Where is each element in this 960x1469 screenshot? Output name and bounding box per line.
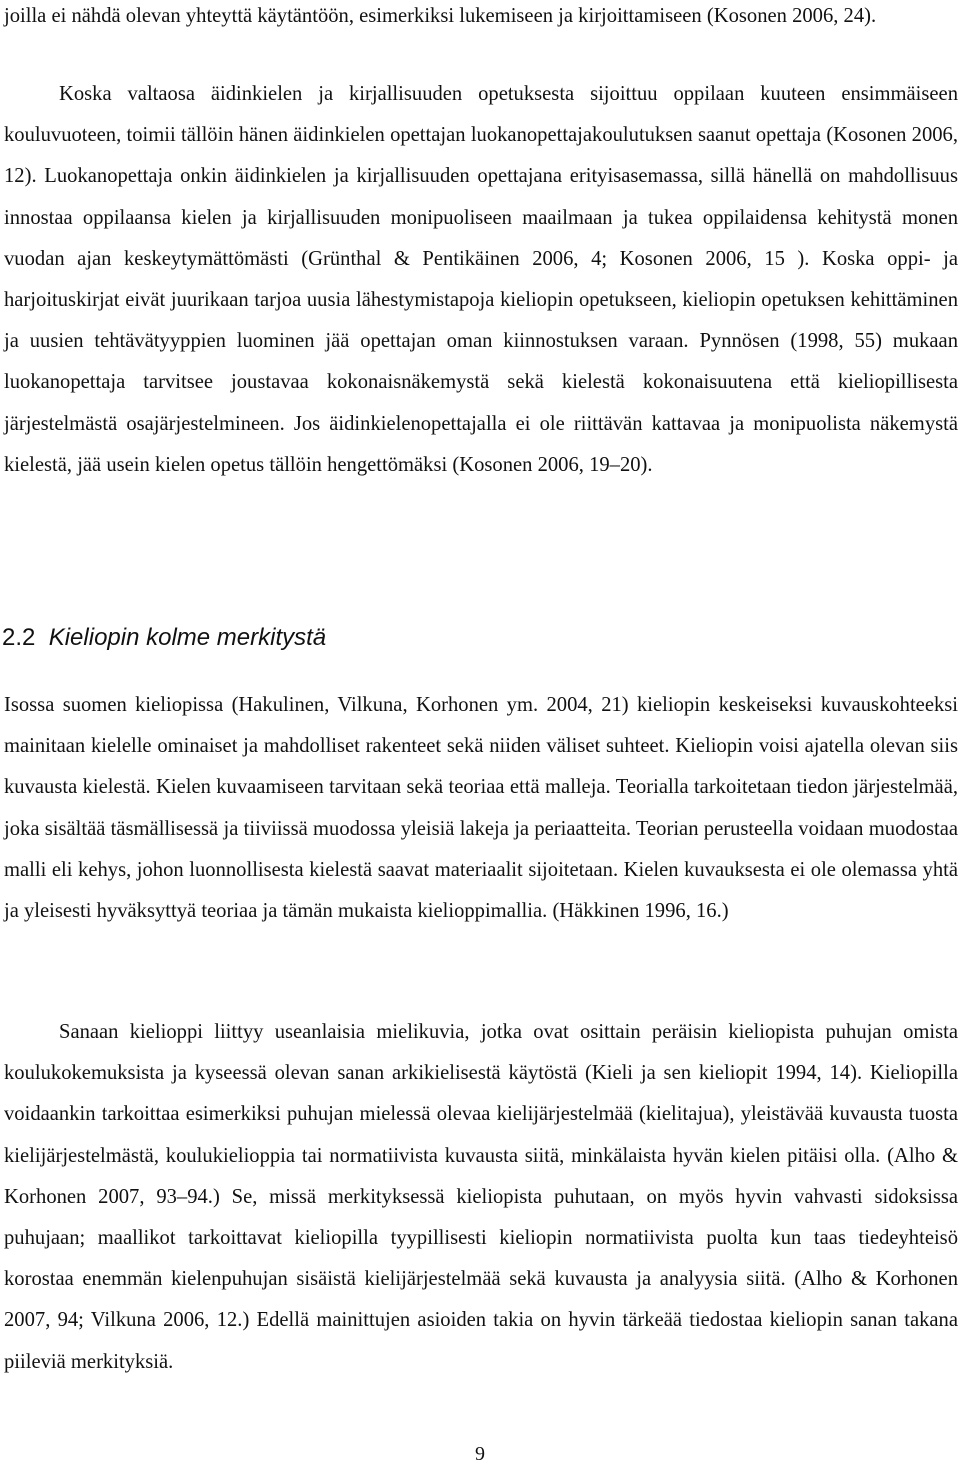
section-title: Kieliopin kolme merkitystä (48, 624, 327, 651)
paragraph-grammar-definition (4, 685, 958, 932)
section-heading (2, 614, 326, 662)
paragraph-continuation (4, 0, 958, 37)
page-number: 9 (475, 1443, 485, 1465)
paragraph-2-text: Koska valtaosa äidinkielen ja kirjallisuuden opetuksesta sijoittuu oppilaan kuuteen ensimmäiseen kouluvuoteen, toimii tällöin hänen äidinkielen opettajan luokanopettajakoulutuksen saanut opettaja (Kosonen 2006, 12). Luokanopettaja onkin äidinkielen ja kirjallisuuden opettajana erityisasemassa, sillä hänellä on mahdollisuus innostaa oppilaansa kielen ja kirjallisuuden monipuoliseen maailmaan ja tukea oppilaidensa kehitystä monen vuodan ajan keskeytymättömästi (Grünthal & Pentikäinen 2006, 4; Kosonen 2006, 15 ). Koska oppi- ja harjoituskirjat eivät juurikaan tarjoa uusia lähestymistapoja kieliopin opetukseen, kieliopin opetuksen kehittäminen ja uusien tehtävätyyppien luominen jää opettajan oman kiinnostuksen varaan. Pynnösen (1998, 55) mukaan luokanopettaja tarvitsee joustavaa kokonaisnäkemystä sekä kielestä kokonaisuutena että kieliopillisesta järjestelmästä osajärjestelmineen. Jos äidinkielenopettajalla ei ole riittävän kattavaa ja monipuolista näkemystä kielestä, jää usein kielen opetus tällöin hengettömäksi (Kosonen 2006, 19–20). (4, 83, 958, 476)
paragraph-3-text: Isossa suomen kieliopissa (Hakulinen, Vilkuna, Korhonen ym. 2004, 21) kieliopin keskeiseksi kuvauskohteeksi mainitaan kielelle ominaiset ja mahdolliset rakenteet sekä niiden väliset suhteet. Kieliopin voisi ajatella olevan siis kuvausta kielestä. Kielen kuvaamiseen tarvitaan sekä teoriaa että malleja. Teorialla tarkoitetaan tiedon järjestelmää, joka sisältää täsmällisessä ja tiiviissä muodossa yleisiä lakeja ja periaatteita. Teorian perusteella voidaan muodostaa malli eli kehys, johon luonnollisesta kielestä saavat materiaalit sijoitetaan. Kielen kuvauksesta ei ole olemassa yhtä ja yleisesti hyväksyttyä teoriaa ja tämän mukaista kielioppimallia. (Häkkinen 1996, 16.) (4, 694, 958, 923)
paragraph-1-text: joilla ei nähdä olevan yhteyttä käytäntöön, esimerkiksi lukemiseen ja kirjoittamiseen (Kosonen 2006, 24). (4, 5, 877, 27)
paragraph-teacher-role (4, 74, 958, 486)
section-number: 2.2 (2, 624, 36, 651)
paragraph-4-text: Sanaan kielioppi liittyy useanlaisia mielikuvia, jotka ovat osittain peräisin kieliopista puhujan omista koulukokemuksista ja kyseessä olevan sanan arkikielisestä käytöstä (Kieli ja sen kieliopit 1994, 14). Kieliopilla voidaankin tarkoittaa esimerkiksi puhujan mielessä olevaa kielijärjestelmää (kielitajua), yleistävää kuvausta tuosta kielijärjestelmästä, koulukielioppia tai normatiivista kuvausta siitä, minkälaista hyvän kielen pitäisi olla. (Alho & Korhonen 2007, 93–94.) Se, missä merkityksessä kieliopista puhutaan, on myös hyvin vahvasti sidoksissa puhujaan; maallikot tarkoittavat kieliopilla tyypillisesti kieliopin normatiivista puolta kun taas tiedeyhteisö korostaa enemmän kielenpuhujan sisäistä kielijärjestelmää sekä kuvausta ja analyysia siitä. (Alho & Korhonen 2007, 94; Vilkuna 2006, 12.) Edellä mainittujen asioiden takia on hyvin tärkeää tiedostaa kieliopin sanan takana piileviä merkityksiä. (4, 1021, 958, 1373)
paragraph-grammar-meanings (4, 1012, 958, 1383)
